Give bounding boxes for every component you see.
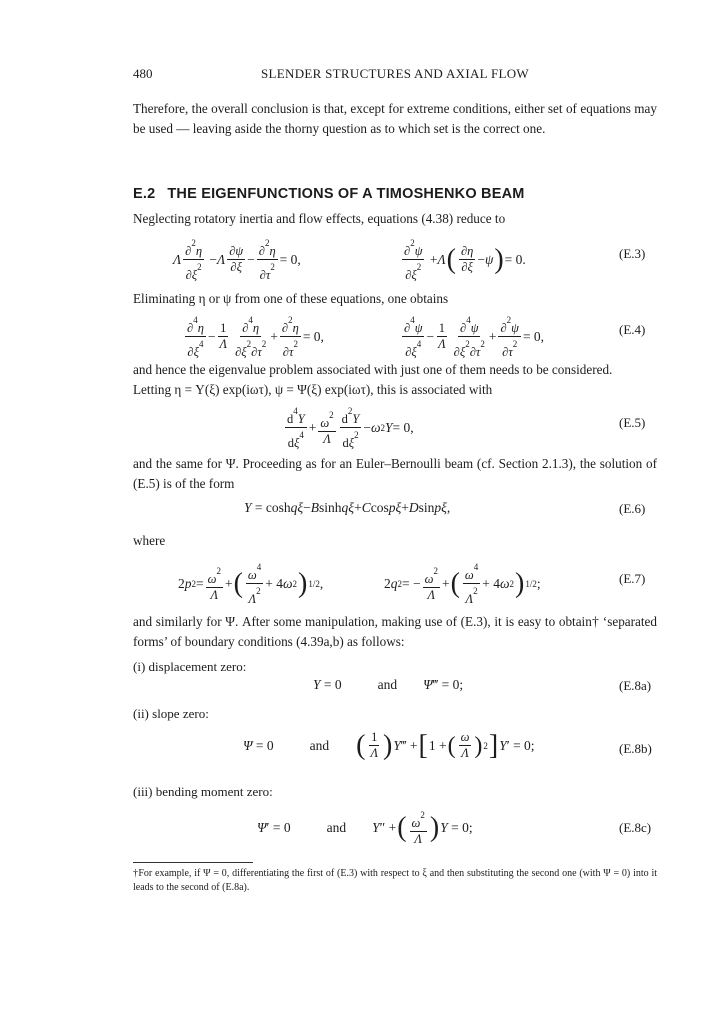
case-displacement-zero: (i) displacement zero: — [133, 659, 247, 674]
equation-number-e7: (E.7) — [619, 571, 646, 586]
equation-e7-second: 2 q 2 = − $\frac{\omega^2}{\Lambda}$ + ( $\frac{\omega^4}{\Lambda^2}$ + 4 ω 2 ) 1/2 ; — [384, 562, 541, 606]
label-where: where — [133, 533, 166, 548]
paragraph-eliminating: Eliminating η or ψ from one of these equations, one obtains — [133, 291, 449, 306]
section-heading — [133, 186, 525, 202]
paragraph-hence-line1: and hence the eigenvalue problem associated with just one of them needs to be considered. — [133, 362, 613, 377]
word-and-e8b: and — [309, 737, 330, 753]
paragraph-similarly: and similarly for Ψ. After some manipulation, making use of (E.3), it is easy to obtain† ‘separated forms’ of boundary conditions (4.39a,b) as follows: — [133, 614, 657, 649]
equation-number-e6: (E.6) — [619, 501, 646, 516]
paragraph-neglecting: Neglecting rotatory inertia and flow effects, equations (4.38) reduce to — [133, 211, 506, 226]
equation-e3-first: Λ $\frac{\partial^2\eta}{\partial\xi^2}$ − Λ $\frac{\partial\psi}{\partial\xi}$ − $\frac{\partial^2\eta}{\partial\tau^2}$ = 0, — [173, 238, 301, 282]
running-head: SLENDER STRUCTURES AND AXIAL FLOW — [261, 66, 529, 81]
equation-number-e8b: (E.8b) — [619, 741, 652, 756]
intro-paragraph: Therefore, the overall conclusion is that, except for extreme conditions, either set of equations may be used — leaving aside the thorny question as to which set is the correct one. — [133, 101, 657, 136]
footnote: †For example, if Ψ = 0, differentiating the first of (E.3) with respect to ξ and then substituting the second one (with Ψ = 0) into it leads to the second of (E.8a). — [133, 868, 657, 893]
case-bending-moment-zero: (iii) bending moment zero: — [133, 784, 273, 799]
equation-e4-second: $\frac{\partial^4\psi}{\partial\xi^4}$ − $\frac{1}{\Lambda}$ $\frac{\partial^4\psi}{\partial\xi^2\partial\tau^2}$ + $\frac{\partial^2\psi}{\partial\tau^2}$ = 0, — [404, 315, 545, 359]
equation-number-e3: (E.3) — [619, 246, 646, 261]
section-number: E.2 — [133, 186, 156, 202]
equation-e8c: Ψ ′ = 0 and Y ″ + ( $\frac{\omega^2}{\Lambda}$ ) Y = 0; — [257, 810, 473, 846]
equation-e7-first: 2 p 2 = $\frac{\omega^2}{\Lambda}$ + ( $\frac{\omega^4}{\Lambda^2}$ + 4 ω 2 ) 1/2 , — [178, 562, 324, 606]
paragraph-same: and the same for Ψ. Proceeding as for an Euler–Bernoulli beam (cf. Section 2.1.3), the solution of (E.5) is of the form — [133, 456, 657, 491]
equation-e3-second: $\frac{\partial^2\psi}{\partial\xi^2}$ + Λ ( $\frac{\partial\eta}{\partial\xi}$ − ψ ) = 0. — [404, 238, 526, 282]
equation-e4-first: $\frac{\partial^4\eta}{\partial\xi^4}$ − $\frac{1}{\Lambda}$ $\frac{\partial^4\eta}{\partial\xi^2\partial\tau^2}$ + $\frac{\partial^2\eta}{\partial\tau^2}$ = 0, — [187, 315, 324, 359]
equation-number-e8a: (E.8a) — [619, 678, 652, 693]
equation-e8b: Ψ = 0 and ( $\frac{1}{\Lambda}$ ) Y ‴ + [ 1 + ( $\frac{\omega}{\Lambda}$ ) 2 ] Y ′ = 0; — [243, 729, 535, 761]
word-and-e8a: and — [377, 677, 398, 692]
paragraph-hence-line2: Letting η = Y(ξ) exp(iωτ), ψ = Ψ(ξ) exp(iωτ), this is associated with — [133, 382, 493, 397]
case-slope-zero: (ii) slope zero: — [133, 706, 209, 721]
equation-e5: $\frac{d^4Y}{d\xi^4}$ + $\frac{\omega^2}{\Lambda}$ $\frac{d^2Y}{d\xi^2}$ − ω 2 Y = 0, — [287, 406, 414, 450]
equation-e8a: Y = 0 and Ψ ‴ = 0; — [313, 677, 464, 692]
page-number: 480 — [133, 66, 153, 81]
section-title: THE EIGENFUNCTIONS OF A TIMOSHENKO BEAM — [167, 186, 525, 202]
word-and-e8c: and — [326, 819, 347, 835]
equation-number-e5: (E.5) — [619, 415, 646, 430]
equation-number-e8c: (E.8c) — [619, 820, 652, 835]
equation-e6: Y = cosh qξ − B sinh qξ + C cos pξ + D sin pξ , — [244, 500, 451, 515]
footnote-rule — [133, 862, 253, 863]
equation-number-e4: (E.4) — [619, 322, 646, 337]
